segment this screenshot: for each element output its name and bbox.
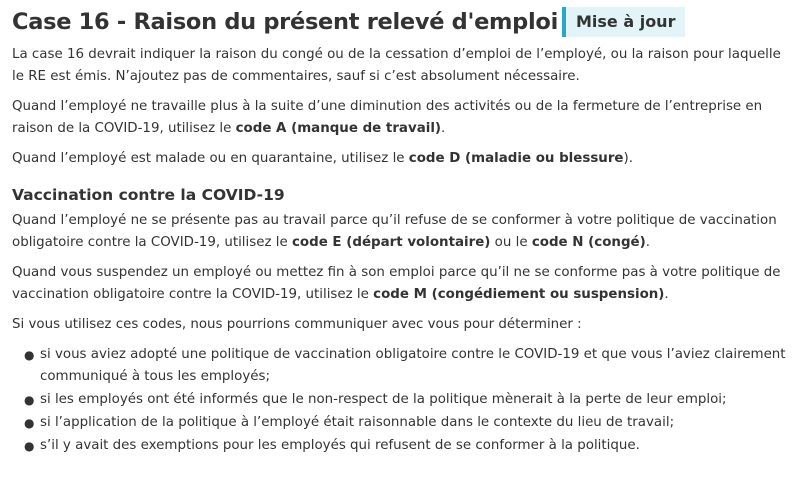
paragraph-text: . bbox=[645, 235, 651, 250]
codes-intro-paragraph: Si vous utilisez ces codes, nous pourrions communiquer avec vous pour déterminer : bbox=[12, 317, 582, 332]
sick-paragraph bbox=[12, 148, 788, 170]
code-d-label: code D (maladie ou blessure bbox=[408, 151, 624, 166]
suspend-paragraph bbox=[12, 262, 788, 306]
criteria-list bbox=[12, 344, 788, 457]
paragraph-text: ou le bbox=[490, 235, 532, 250]
list-item-text: si les employés ont été informés que le non-respect de la politique mènerait à la perte de leur emploi; bbox=[40, 392, 727, 407]
paragraph-text: Quand l’employé est malade ou en quarantaine, utilisez le bbox=[12, 151, 409, 166]
covid-shortage-paragraph bbox=[12, 96, 788, 140]
list-item-text: s’il y avait des exemptions pour les employés qui refusent de se conformer à la politique. bbox=[40, 438, 640, 453]
bullet-icon: ● bbox=[24, 348, 35, 362]
paragraph-text: ). bbox=[623, 151, 633, 166]
bullet-icon: ● bbox=[24, 416, 35, 430]
list-item-text: si l’application de la politique à l’employé était raisonnable dans le contexte du lieu de travail; bbox=[40, 415, 675, 430]
paragraph-text: . bbox=[664, 287, 669, 302]
paragraph-text: Quand l’employé ne se présente pas au travail parce qu’il refuse de se conformer à votre politique de vaccination obligatoire contre la COVID-19, utilisez le bbox=[12, 213, 777, 250]
bullet-icon: ● bbox=[24, 439, 35, 453]
list-item-text: si vous aviez adopté une politique de vaccination obligatoire contre le COVID-19 et que vous l’aviez clairement communiqué à tous les employés; bbox=[40, 347, 786, 384]
bullet-icon: ● bbox=[24, 393, 35, 407]
section-heading: Vaccination contre la COVID-19 bbox=[12, 186, 285, 204]
update-badge: Mise à jour bbox=[562, 7, 685, 37]
page-title: Case 16 - Raison du présent relevé d'emploi bbox=[12, 9, 558, 35]
title-row bbox=[12, 4, 788, 40]
intro-paragraph: La case 16 devrait indiquer la raison du congé ou de la cessation d’emploi de l’employé, ou la raison pour laquelle le RE est émis. N’ajoutez pas de commentaires, sauf si c’est absolument nécessaire. bbox=[12, 47, 781, 84]
paragraph-text: . bbox=[441, 121, 446, 136]
code-a-label: code A (manque de travail) bbox=[235, 121, 442, 136]
paragraph-text: Quand l’employé ne travaille plus à la suite d’une diminution des activités ou de la fermeture de l’entreprise en raison de la COVID-19, utilisez le bbox=[12, 99, 763, 136]
paragraph-text: Quand vous suspendez un employé ou mettez fin à son emploi parce qu’il ne se conforme pas à votre politique de vaccination obligatoire contre la COVID-19, utilisez le bbox=[12, 265, 781, 302]
code-e-label: code E (départ volontaire) bbox=[291, 235, 491, 250]
list-item bbox=[24, 344, 788, 388]
code-m-label: code M (congédiement ou suspension) bbox=[373, 287, 665, 302]
refuse-paragraph bbox=[12, 210, 788, 254]
list-item bbox=[24, 435, 788, 457]
code-n-label: code N (congé) bbox=[531, 235, 646, 250]
list-item bbox=[24, 412, 788, 434]
list-item bbox=[24, 389, 788, 411]
